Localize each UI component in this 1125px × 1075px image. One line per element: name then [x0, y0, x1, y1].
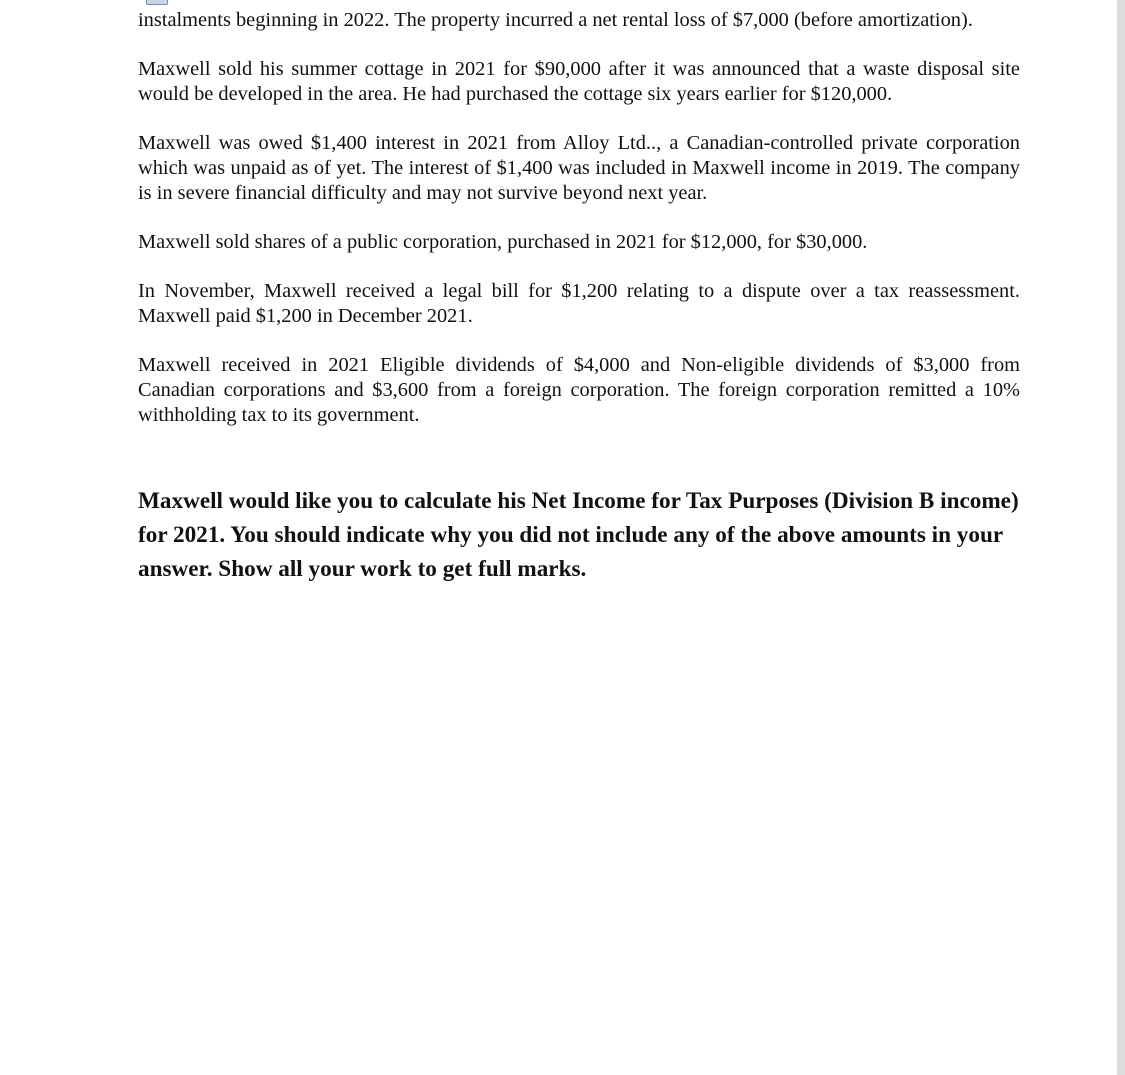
- question-prompt: Maxwell would like you to calculate his Net Income for Tax Purposes (Division B income) for 2021. You should indicate why you did not include any of the above amounts in your answer. Show all your work to get full marks.: [138, 488, 1019, 582]
- document-body: [138, 8, 1020, 609]
- page-edge: [1117, 0, 1125, 1075]
- paragraph-public-shares: Maxwell sold shares of a public corporation, purchased in 2021 for $12,000, for $30,000.: [138, 231, 868, 253]
- paragraph-dividends: Maxwell received in 2021 Eligible dividends of $4,000 and Non-eligible dividends of $3,000 from Canadian corporations and $3,600 from a foreign corporation. The foreign corporation remitted a 10% withholding tax to its government.: [138, 354, 1020, 426]
- paragraph-summer-cottage: Maxwell sold his summer cottage in 2021 for $90,000 after it was announced that a waste disposal site would be developed in the area. He had purchased the cottage six years earlier for $120,000.: [138, 58, 1020, 105]
- paragraph-unpaid-interest: Maxwell was owed $1,400 interest in 2021 from Alloy Ltd.., a Canadian-controlled private corporation which was unpaid as of yet. The interest of $1,400 was included in Maxwell income in 2019. The company is in severe financial difficulty and may not survive beyond next year.: [138, 132, 1020, 204]
- page-corner-mark: [146, 0, 168, 5]
- paragraph-rental-loss: instalments beginning in 2022. The property incurred a net rental loss of $7,000 (before amortization).: [138, 9, 973, 31]
- paragraph-legal-bill: In November, Maxwell received a legal bill for $1,200 relating to a dispute over a tax reassessment. Maxwell paid $1,200 in December 2021.: [138, 280, 1020, 327]
